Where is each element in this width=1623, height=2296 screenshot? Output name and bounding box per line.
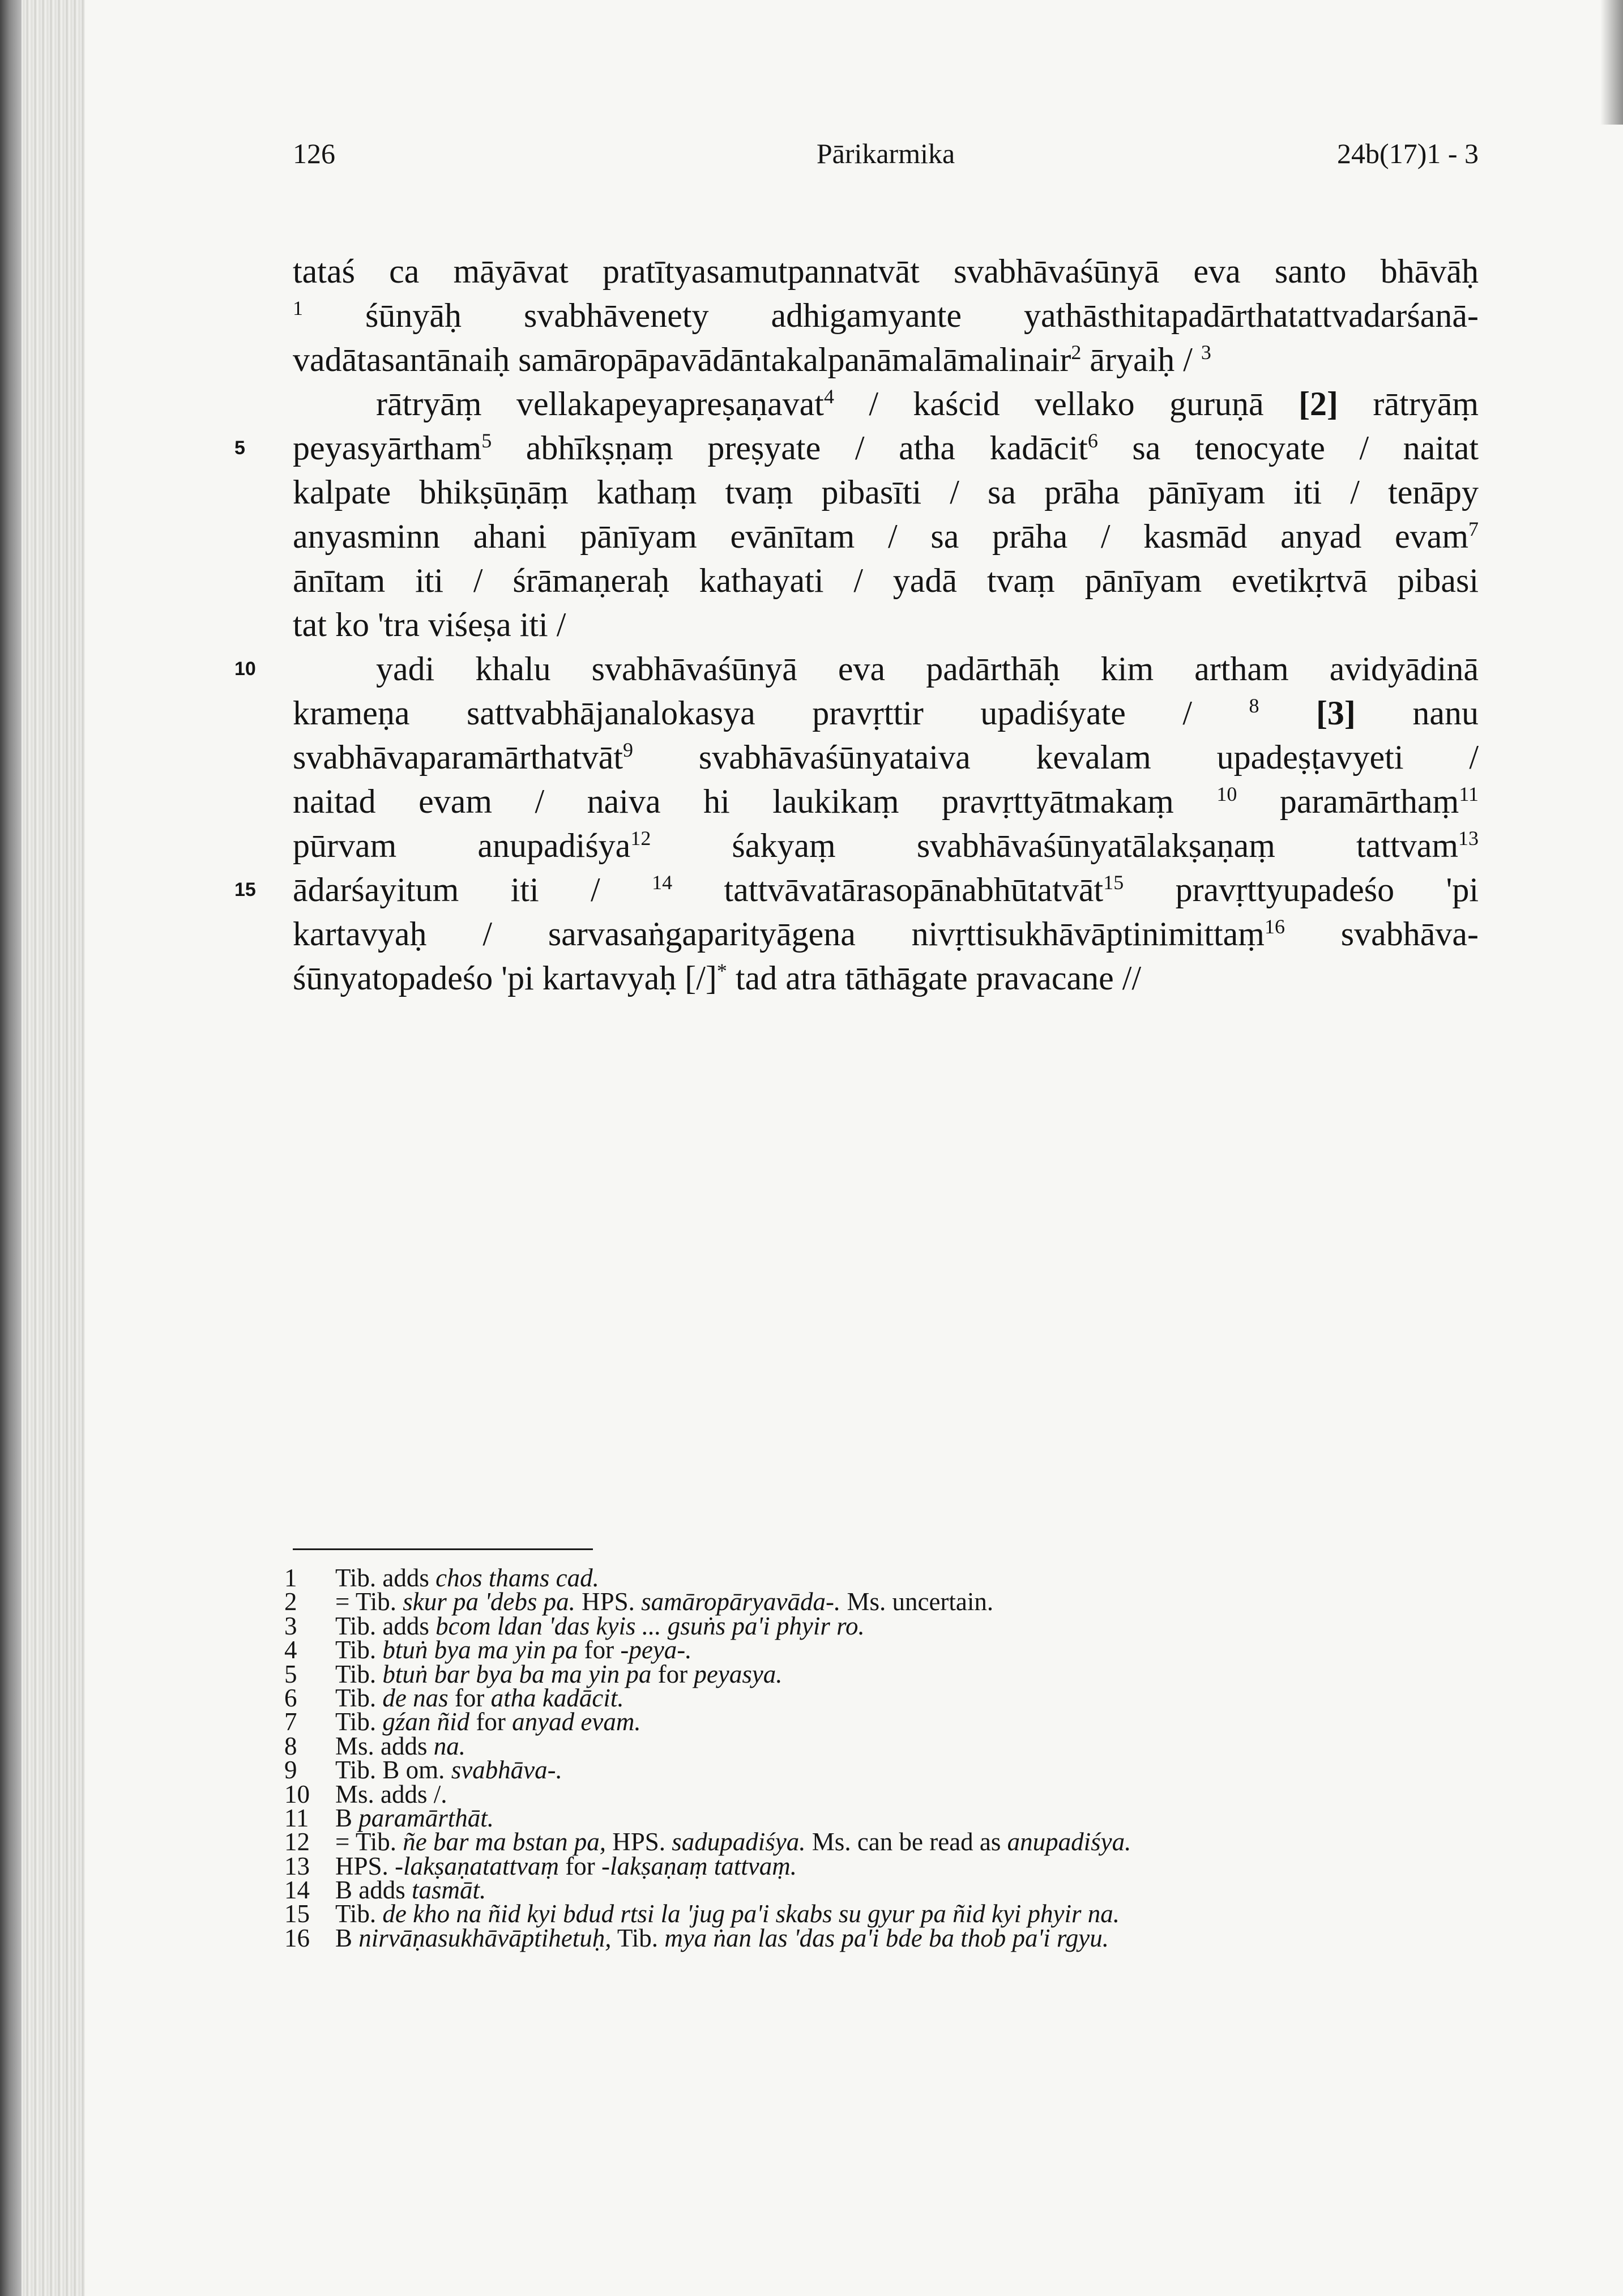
line-number: 15: [234, 879, 256, 901]
footnote: 8 Ms. adds na.: [284, 1731, 466, 1760]
text-line: krameṇa sattvabhājanalokasya pravṛttir upadiśyate / $^8$ [3] nanu: [293, 694, 1479, 732]
footnote-marker: 6: [1087, 429, 1098, 452]
footnote-marker: 5: [481, 429, 492, 452]
page-number: 126: [293, 138, 335, 169]
footnote: 7 Tib. gźan ñid for anyad evam.: [284, 1708, 641, 1736]
text-line: tat ko 'tra viśeṣa iti /: [293, 606, 566, 643]
text-line: vadātasantānaiḥ samāropāpavādāntakalpanāmalāmalinair$^2$ āryaiḥ / $^3$: [293, 341, 1211, 378]
footnote-marker: *: [716, 959, 727, 982]
footnote: 6 Tib. de nas for atha kadācit.: [284, 1683, 624, 1712]
footnote-marker: 11: [1459, 783, 1479, 805]
footnote: 9 Tib. B om. svabhāva-.: [284, 1756, 562, 1785]
text-line: ānītam iti / śrāmaṇeraḥ kathayati / yadā tvaṃ pānīyam evetikṛtvā pibasi: [293, 562, 1479, 599]
footnote-marker: 4: [823, 385, 834, 408]
line-number: 5: [234, 437, 245, 459]
text-line: śūnyatopadeśo 'pi kartavyaḥ [/]* tad atra tāthāgate pravacane //: [293, 959, 1142, 997]
footnote-marker: 8: [1249, 694, 1259, 717]
main-text: [234, 249, 1479, 1000]
footnote-marker: 2: [1071, 341, 1082, 364]
running-title: Pārikarmika: [816, 138, 955, 169]
footnote-marker: 13: [1458, 827, 1479, 850]
folio-marker: [3]: [1316, 694, 1356, 732]
footnote: 15 Tib. de kho na ñid kyi bdud rtsi la 'jug pa'i skabs su gyur pa ñid kyi phyir na.: [284, 1900, 1120, 1928]
text-line: tataś ca māyāvat pratītyasamutpannatvāt svabhāvaśūnyā eva santo bhāvāḥ: [293, 253, 1479, 290]
line-number: 10: [234, 658, 256, 680]
running-head: [293, 137, 1479, 177]
text-line: pūrvam anupadiśya$^{12}$ śakyaṃ svabhāvaśūnyatālakṣaṇaṃ tattvam$^{13}$: [293, 827, 1479, 864]
footnote: 5 Tib. btuṅ bar bya ba ma yin pa for peyasya.: [284, 1659, 783, 1688]
text-line: 10 yadi khalu svabhāvaśūnyā eva padārthāḥ kim artham avidyādinā: [293, 647, 1479, 691]
footnote-rule: [293, 1548, 593, 1550]
folio-marker: [2]: [1299, 385, 1339, 423]
text-line: svabhāvaparamārthatvāt$^9$ svabhāvaśūnyataiva kevalam upadeṣṭavyeti /: [293, 739, 1479, 776]
footnote: 2 = Tib. skur pa 'debs pa. HPS. samāropāryavāda-. Ms. uncertain.: [284, 1587, 994, 1616]
footnote: 13 HPS. -lakṣaṇatattvaṃ for -lakṣaṇaṃ tattvaṃ.: [284, 1851, 797, 1880]
footnote-marker: 3: [1201, 341, 1211, 364]
footnote: 10 Ms. adds /.: [284, 1779, 447, 1808]
footnote-marker: 14: [652, 871, 673, 894]
footnote-marker: 10: [1216, 783, 1237, 805]
text-line: kartavyaḥ / sarvasaṅgaparityāgena nivṛttisukhāvāptinimittaṃ$^{16}$ svabhāva-: [293, 915, 1479, 953]
text-line: rātryāṃ vellakapeyapreṣaṇavat$^4$ / kaścid vellako guruṇā [2] rātryāṃ: [376, 385, 1479, 423]
text-line: $^1$ śūnyāḥ svabhāvenety adhigamyante yathāsthitapadārthatattvadarśanā-: [293, 297, 1479, 334]
text-line: 5 peyasyārtham$^5$ abhīkṣṇaṃ preṣyate / atha kadācit$^6$ sa tenocyate / naitat: [293, 426, 1479, 470]
footnote-marker: 16: [1264, 915, 1285, 938]
footnote: 4 Tib. btuṅ bya ma yin pa for -peya-.: [284, 1636, 692, 1665]
footnote-marker: 15: [1103, 871, 1124, 894]
text-line: anyasminn ahani pānīyam evānītam / sa prāha / kasmād anyad evam$^7$: [293, 518, 1479, 555]
footnotes: [284, 1566, 1479, 1950]
footnote: 14 B adds tasmāt.: [284, 1876, 486, 1905]
footnote: 3 Tib. adds bcom ldan 'das kyis ... gsuṅs pa'i phyir ro.: [284, 1611, 865, 1640]
footnote: 12 = Tib. ñe bar ma bstan pa, HPS. sadupadiśya. Ms. can be read as anupadiśya.: [284, 1828, 1131, 1857]
footnote: 11 B paramārthāt.: [284, 1803, 494, 1832]
footnote: 1 Tib. adds chos thams cad.: [284, 1564, 599, 1592]
text-line: 15 ādarśayitum iti / $^{14}$ tattvāvatārasopānabhūtatvāt$^{15}$ pravṛttyupadeśo 'pi: [293, 868, 1479, 912]
footnote-marker: 1: [293, 297, 303, 319]
footnote-marker: 12: [630, 827, 651, 850]
footnote: 16 B nirvāṇasukhāvāptihetuḥ, Tib. mya ṅan las 'das pa'i bde ba thob pa'i rgyu.: [284, 1923, 1109, 1952]
folio-reference: 24b(17)1 - 3: [1337, 138, 1479, 169]
footnote-marker: 9: [623, 739, 634, 761]
text-line: kalpate bhikṣūṇāṃ kathaṃ tvaṃ pibasīti / sa prāha pānīyam iti / tenāpy: [293, 473, 1479, 511]
footnote-marker: 7: [1468, 518, 1479, 540]
text-line: naitad evam / naiva hi laukikaṃ pravṛttyātmakaṃ $^{10}$ paramārthaṃ$^{11}$: [293, 783, 1479, 820]
